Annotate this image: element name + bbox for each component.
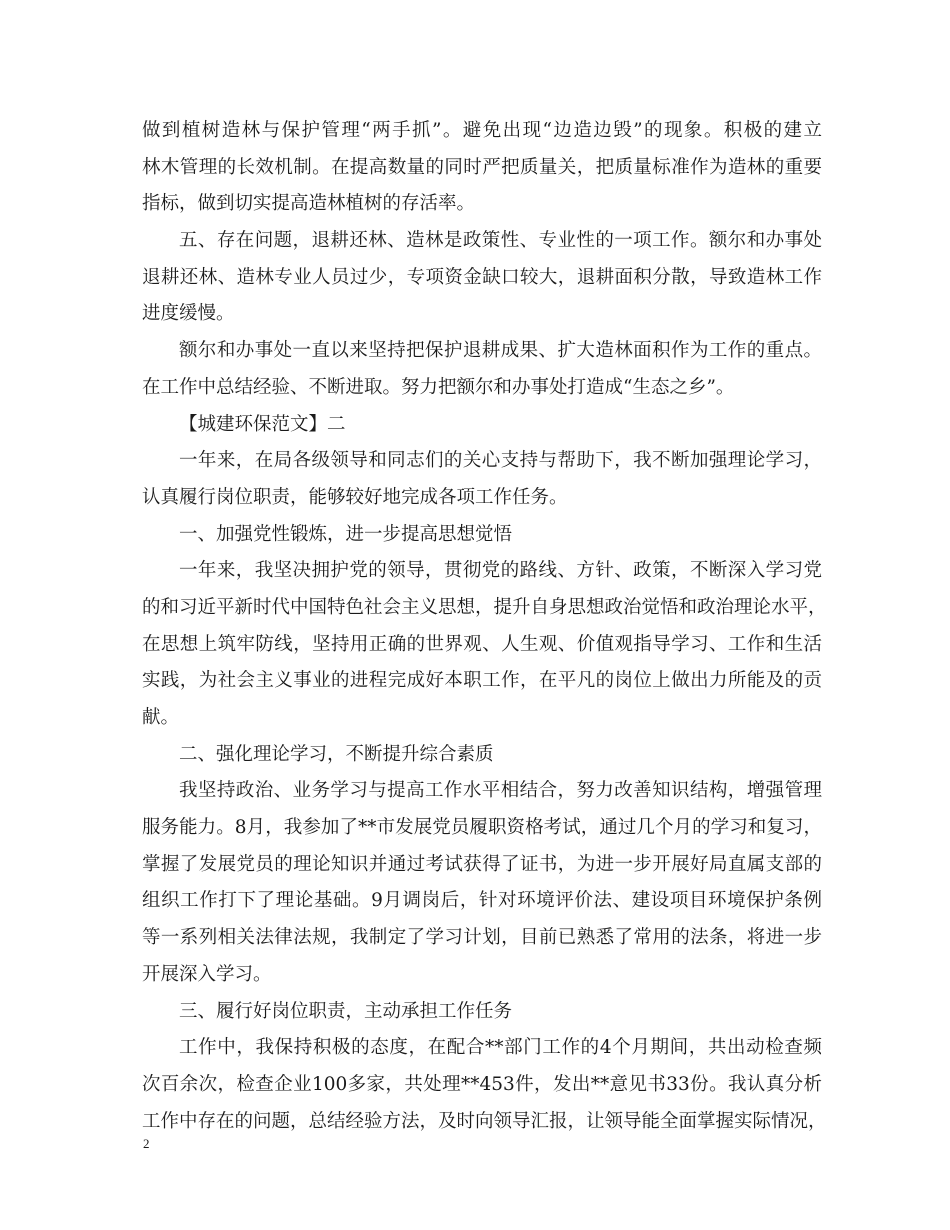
paragraph-line: 在思想上筑牢防线，坚持用正确的世界观、人生观、价值观指导学习、工作和生活: [142, 633, 822, 655]
section-heading: 【城建环保范文】二: [179, 413, 346, 435]
paragraph-line: 开展深入学习。: [142, 963, 272, 985]
paragraph-line: 林木管理的长效机制。在提高数量的同时严把质量关，把质量标准作为造林的重要: [142, 156, 822, 178]
paragraph-line: 献。: [142, 707, 180, 728]
paragraph-line: 的和习近平新时代中国特色社会主义思想，提升自身思想政治觉悟和政治理论水平，: [142, 596, 827, 618]
paragraph-line: 一年来，我坚决拥护党的领导，贯彻党的路线、方针、政策，不断深入学习党: [179, 560, 822, 582]
paragraph-line: 工作中，我保持积极的态度，在配合**部门工作的4个月期间，共出动检查频: [179, 1037, 822, 1059]
paragraph-line: 做到植树造林与保护管理“两手抓”。避免出现“边造边毁”的现象。积极的建立: [142, 120, 822, 141]
paragraph-line: 退耕还林、造林专业人员过少，专项资金缺口较大，退耕面积分散，导致造林工作: [142, 266, 822, 288]
section-heading: 二、强化理论学习，不断提升综合素质: [179, 743, 494, 765]
paragraph-line: 一年来，在局各级领导和同志们的关心支持与帮助下，我不断加强理论学习，: [179, 450, 822, 472]
body-text: [142, 113, 827, 1140]
paragraph-line: 额尔和办事处一直以来坚持把保护退耕成果、扩大造林面积作为工作的重点。: [179, 340, 822, 362]
paragraph-line: 工作中存在的问题，总结经验方法，及时向领导汇报，让领导能全面掌握实际情况，: [142, 1110, 827, 1132]
paragraph-line: 等一系列相关法律法规，我制定了学习计划，目前已熟悉了常用的法条，将进一步: [142, 927, 822, 949]
page-number: 2: [143, 1136, 150, 1151]
paragraph-line: 服务能力。8月，我参加了**市发展党员履职资格考试，通过几个月的学习和复习，: [142, 817, 822, 839]
paragraph-line: 在工作中总结经验、不断进取。努力把额尔和办事处打造成“生态之乡”。: [142, 376, 735, 398]
paragraph-line: 实践，为社会主义事业的进程完成好本职工作，在平凡的岗位上做出力所能及的贡: [142, 670, 822, 692]
paragraph-line: 认真履行岗位职责，能够较好地完成各项工作任务。: [142, 486, 568, 508]
section-heading: 三、履行好岗位职责，主动承担工作任务: [179, 1000, 513, 1022]
paragraph-line: 组织工作打下了理论基础。9月调岗后，针对环境评价法、建设项目环境保护条例: [142, 890, 822, 912]
paragraph-line: 次百余次，检查企业100多家，共处理**453件，发出**意见书33份。我认真分析: [142, 1073, 822, 1095]
paragraph-line: 指标，做到切实提高造林植树的存活率。: [142, 193, 476, 215]
paragraph-line: 掌握了发展党员的理论知识并通过考试获得了证书，为进一步开展好局直属支部的: [142, 853, 822, 875]
paragraph-line: 进度缓慢。: [142, 303, 235, 325]
section-heading: 一、加强党性锻炼，进一步提高思想觉悟: [179, 523, 513, 545]
paragraph-line: 我坚持政治、业务学习与提高工作水平相结合，努力改善知识结构，增强管理: [179, 780, 822, 802]
paragraph-line: 五、存在问题，退耕还林、造林是政策性、专业性的一项工作。额尔和办事处: [179, 230, 822, 252]
